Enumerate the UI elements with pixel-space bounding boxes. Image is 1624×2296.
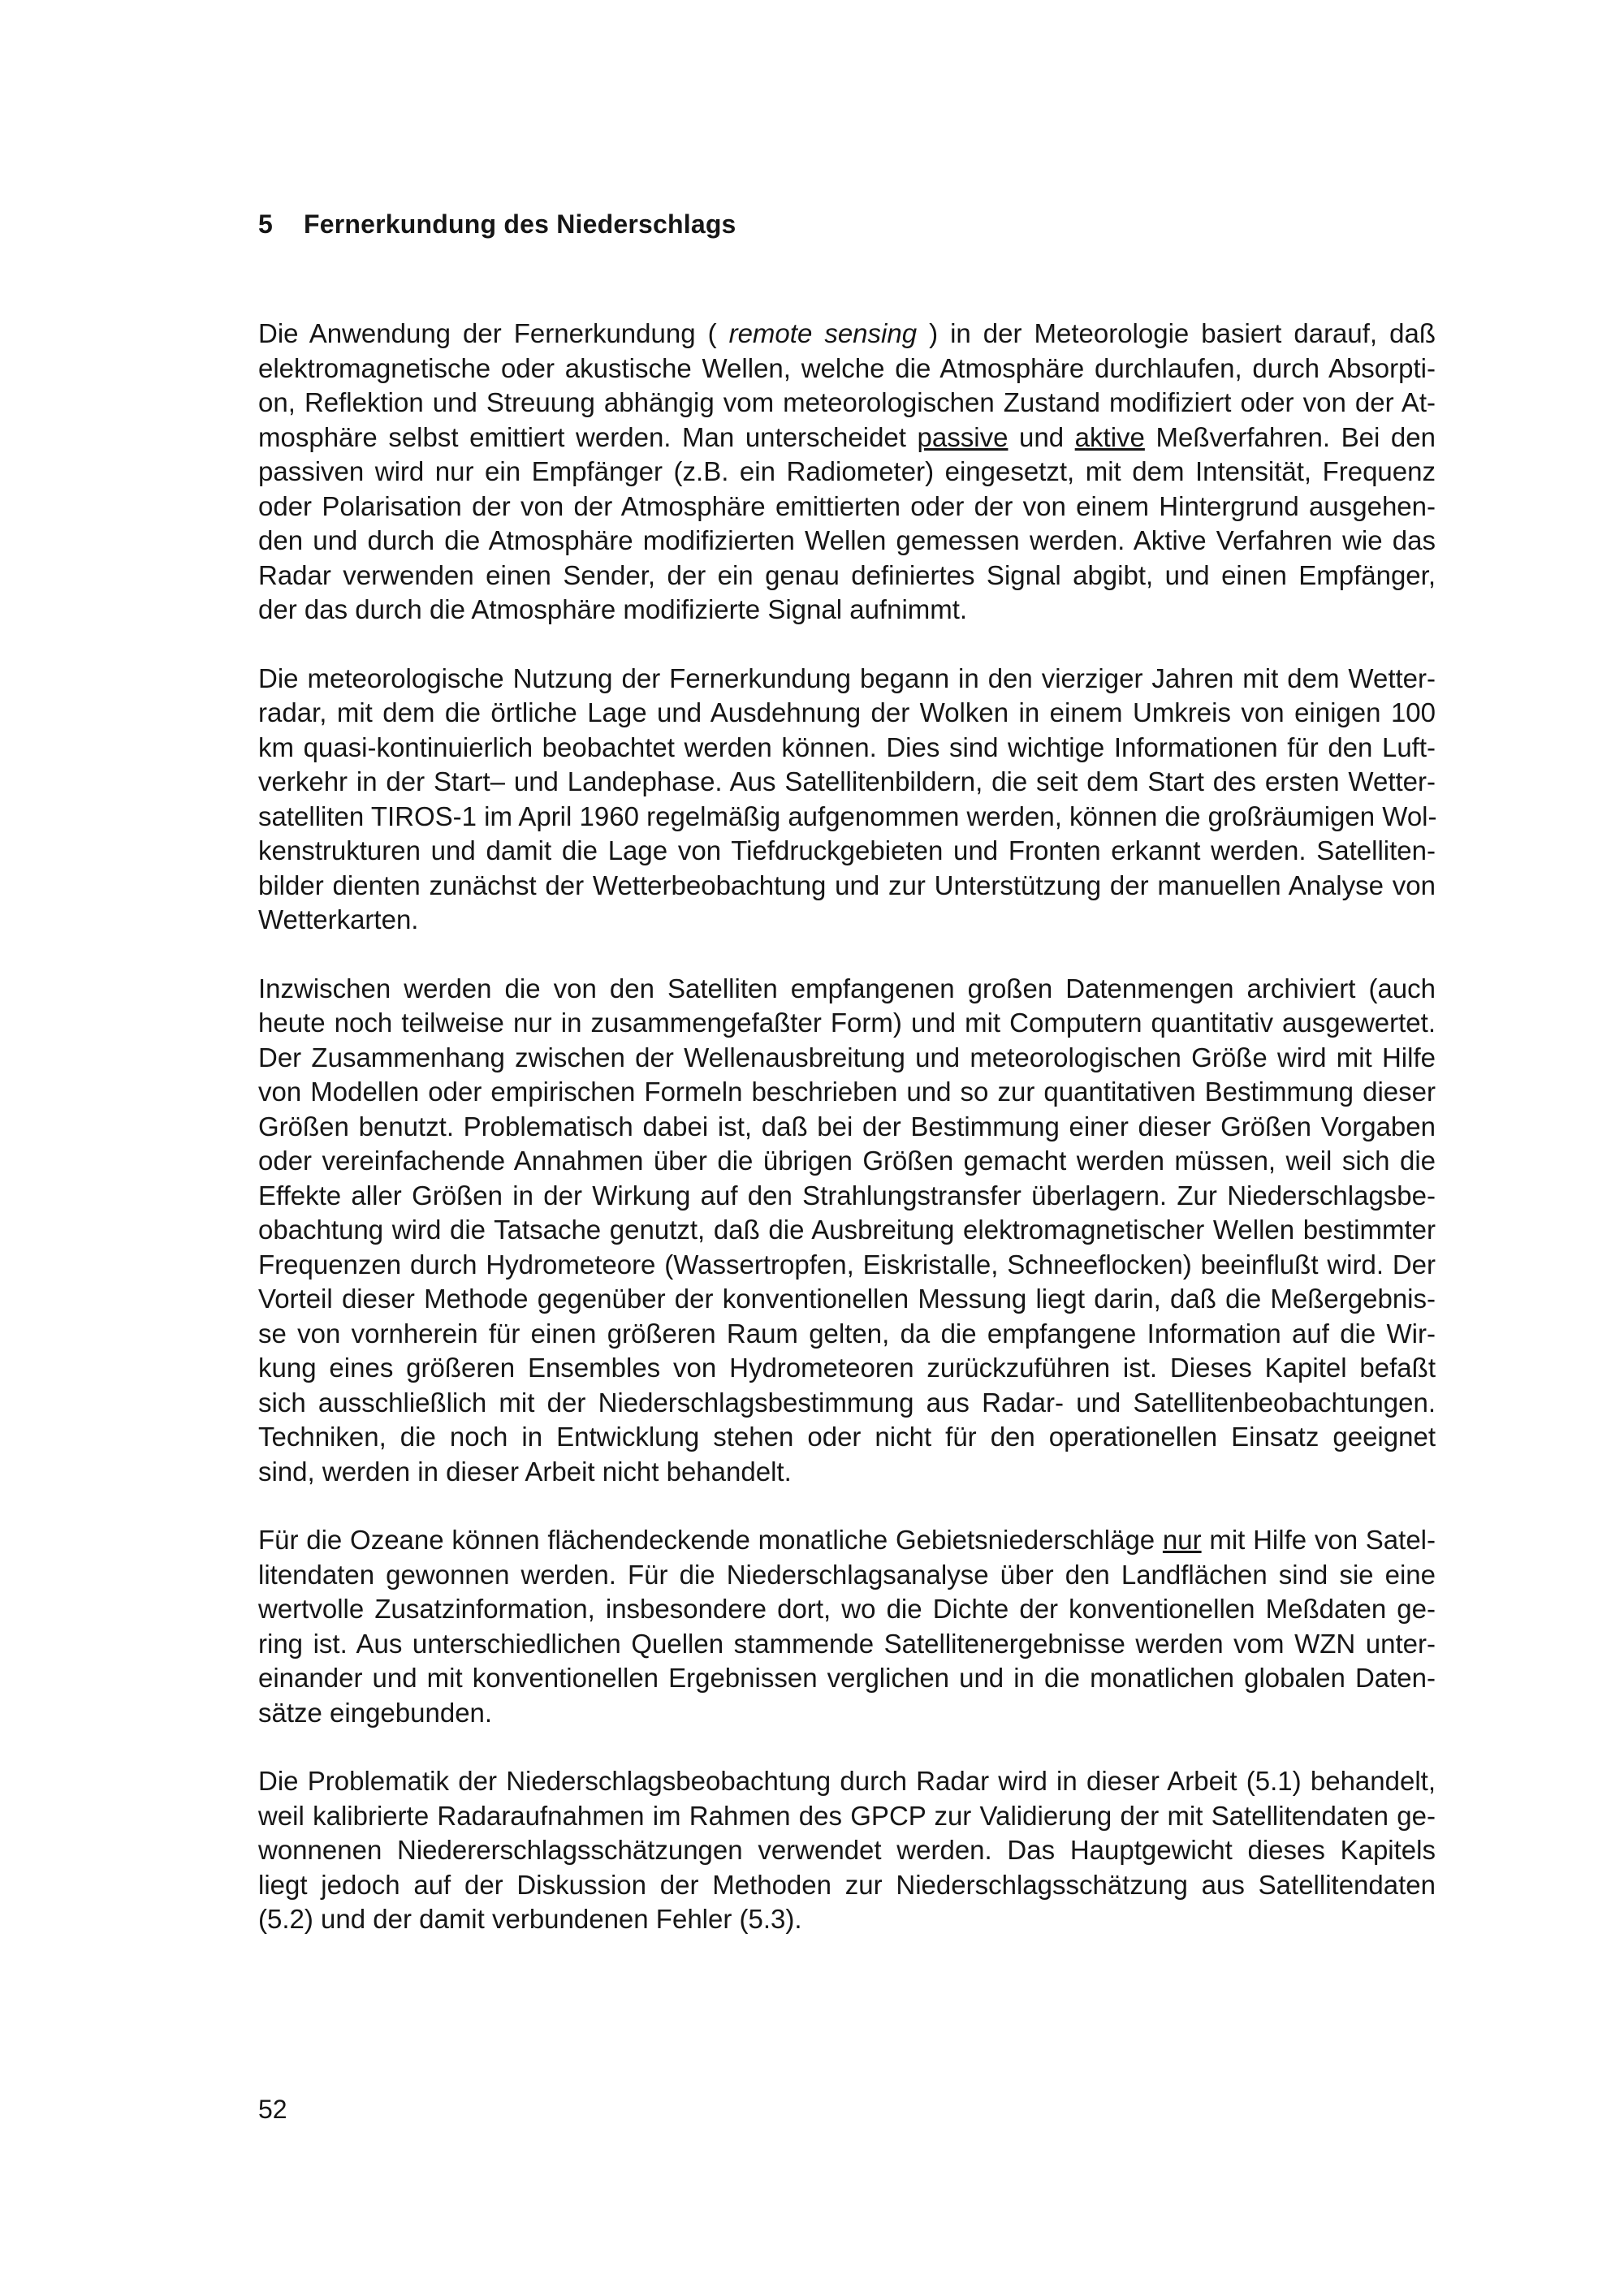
text-line: mosphäre selbst emittiert werden. Man unterscheidet passive und aktive Meßverfahren. Bei den <box>258 421 1436 452</box>
text-line: heute noch teilweise nur in zusammengefaßter Form) und mit Computern quantitativ ausgewertet. <box>258 1008 1436 1038</box>
text-line: kung eines größeren Ensembles von Hydrometeoren zurückzuführen ist. Dieses Kapitel befaßt <box>258 1353 1436 1383</box>
section-title: Fernerkundung des Niederschlags <box>304 209 736 239</box>
paragraph <box>258 1764 1436 1937</box>
body-text <box>258 317 1436 1971</box>
text-line: Die meteorologische Nutzung der Fernerkundung begann in den vierziger Jahren mit dem Wetter- <box>258 662 1436 693</box>
text-line: obachtung wird die Tatsache genutzt, daß die Ausbreitung elektromagnetischer Wellen bestimmter <box>258 1215 1436 1245</box>
italic-term: remote sensing <box>728 318 918 348</box>
text-line: sich ausschließlich mit der Niederschlagsbestimmung aus Radar- und Satellitenbeobachtungen. <box>258 1387 1436 1418</box>
text-line: einander und mit konventionellen Ergebnissen verglichen und in die monatlichen globalen Daten- <box>258 1663 1436 1693</box>
text-line: se von vornherein für einen größeren Raum gelten, da die empfangene Information auf die Wir- <box>258 1318 1436 1349</box>
text-line: Größen benutzt. Problematisch dabei ist, daß bei der Bestimmung einer dieser Größen Vorgaben <box>258 1111 1436 1142</box>
underlined-term: nur <box>1162 1525 1202 1555</box>
text-line: Frequenzen durch Hydrometeore (Wassertropfen, Eiskristalle, Schneeflocken) beeinflußt wird. Der <box>258 1249 1436 1280</box>
underlined-term: passive <box>917 421 1009 452</box>
text-line: km quasi-kontinuierlich beobachtet werden können. Dies sind wichtige Informationen für den Luft- <box>258 732 1436 762</box>
text-line: oder vereinfachende Annahmen über die übrigen Größen gemacht werden müssen, weil sich die <box>258 1146 1436 1176</box>
section-number: 5 <box>258 209 273 239</box>
text-line: (5.2) und der damit verbundenen Fehler (5.3). <box>258 1904 802 1934</box>
text-line: litendaten gewonnen werden. Für die Niederschlagsanalyse über den Landflächen sind sie eine <box>258 1559 1436 1590</box>
text-line: wertvolle Zusatzinformation, insbesondere dort, wo die Dichte der konventionellen Meßdaten ge- <box>258 1594 1436 1624</box>
text-line: bilder dienten zunächst der Wetterbeobachtung und zur Unterstützung der manuellen Analyse von <box>258 870 1436 900</box>
paragraph <box>258 317 1436 628</box>
text-line: Effekte aller Größen in der Wirkung auf den Strahlungstransfer überlagern. Zur Niederschlagsbe- <box>258 1180 1436 1211</box>
underlined-term: aktive <box>1074 421 1145 452</box>
text-line: den und durch die Atmosphäre modifizierten Wellen gemessen werden. Aktive Verfahren wie das <box>258 525 1436 555</box>
paragraph <box>258 1523 1436 1730</box>
text-line: sätze eingebunden. <box>258 1697 493 1728</box>
page-number: 52 <box>258 2095 287 2124</box>
text-line: von Modellen oder empirischen Formeln beschrieben und so zur quantitativen Bestimmung dieser <box>258 1077 1436 1107</box>
text-line: oder Polarisation der von der Atmosphäre emittierten oder der von einem Hintergrund ausgehen- <box>258 490 1436 521</box>
text-line: Der Zusammenhang zwischen der Wellenausbreitung und meteorologischen Größe wird mit Hilfe <box>258 1042 1436 1072</box>
paragraph <box>258 662 1436 938</box>
text-line: elektromagnetische oder akustische Wellen, welche die Atmosphäre durchlaufen, durch Absorpti- <box>258 352 1436 383</box>
text-line: wonnenen Niedererschlagsschätzungen verwendet werden. Das Hauptgewicht dieses Kapitels <box>258 1835 1436 1865</box>
text-line: weil kalibrierte Radaraufnahmen im Rahmen des GPCP zur Validierung der mit Satellitendaten ge- <box>258 1800 1436 1831</box>
text-line: satelliten TIROS-1 im April 1960 regelmäßig aufgenommen werden, können die großräumigen Wol- <box>258 801 1437 831</box>
text-line: Wetterkarten. <box>258 904 419 934</box>
text-line: Techniken, die noch in Entwicklung stehen oder nicht für den operationellen Einsatz geeignet <box>258 1422 1436 1452</box>
section-heading <box>258 209 736 240</box>
text-line: Vorteil dieser Methode gegenüber der konventionellen Messung liegt darin, daß die Meßergebnis- <box>258 1284 1436 1314</box>
text-line: on, Reflektion und Streuung abhängig vom meteorologischen Zustand modifiziert oder von der At- <box>258 387 1436 417</box>
text-line: sind, werden in dieser Arbeit nicht behandelt. <box>258 1456 792 1487</box>
text-line: Radar verwenden einen Sender, der ein genau definiertes Signal abgibt, und einen Empfänger, <box>258 559 1436 590</box>
text-line: Inzwischen werden die von den Satelliten empfangenen großen Datenmengen archiviert (auch <box>258 973 1436 1003</box>
paragraph <box>258 972 1436 1490</box>
text-line: Die Anwendung der Fernerkundung ( remote sensing ) in der Meteorologie basiert darauf, daß <box>258 318 1436 348</box>
text-line: ring ist. Aus unterschiedlichen Quellen stammende Satellitenergebnisse werden vom WZN unter- <box>258 1628 1436 1659</box>
text-line: passiven wird nur ein Empfänger (z.B. ein Radiometer) eingesetzt, mit dem Intensität, Frequenz <box>258 456 1436 486</box>
text-line: Für die Ozeane können flächendeckende monatliche Gebietsniederschläge nur mit Hilfe von Satel- <box>258 1525 1436 1555</box>
text-line: kenstrukturen und damit die Lage von Tiefdruckgebieten und Fronten erkannt werden. Satelliten- <box>258 835 1436 865</box>
text-line: liegt jedoch auf der Diskussion der Methoden zur Niederschlagsschätzung aus Satellitendaten <box>258 1869 1436 1900</box>
text-line: Die Problematik der Niederschlagsbeobachtung durch Radar wird in dieser Arbeit (5.1) behandelt, <box>258 1766 1436 1796</box>
text-line: radar, mit dem die örtliche Lage und Ausdehnung der Wolken in einem Umkreis von einigen 100 <box>258 697 1436 727</box>
text-line: verkehr in der Start– und Landephase. Aus Satellitenbildern, die seit dem Start des ersten Wetter- <box>258 766 1436 796</box>
text-line: der das durch die Atmosphäre modifizierte Signal aufnimmt. <box>258 594 968 624</box>
